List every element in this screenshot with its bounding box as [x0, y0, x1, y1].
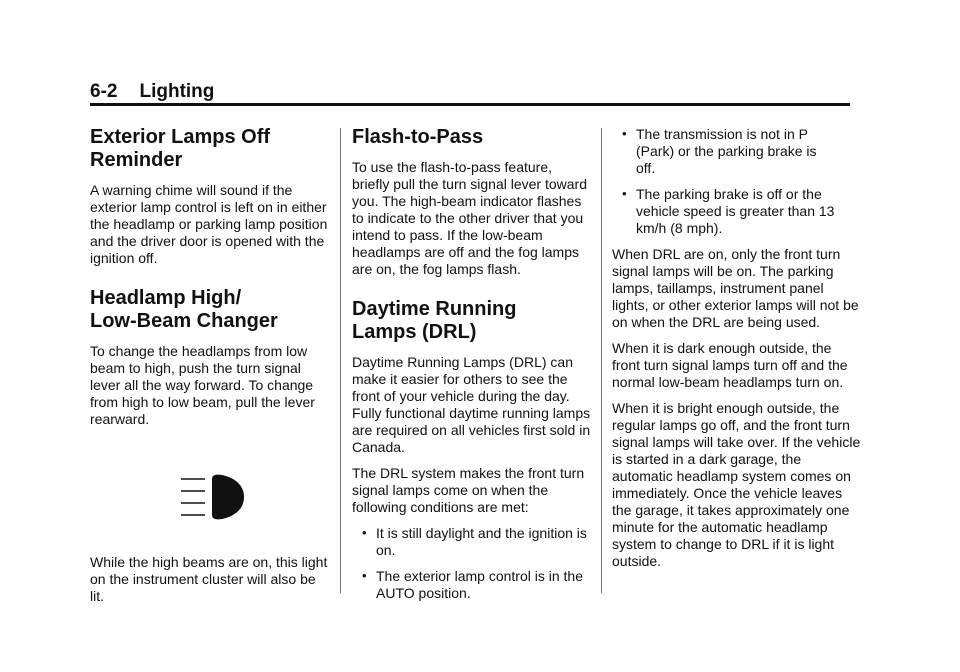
high-beam-icon	[178, 474, 258, 524]
paragraph-changer: To change the headlamps from low beam to high, push the turn signal lever all the way forward. To change from high to low beam, pull the lever rearward.	[90, 343, 315, 427]
column-1	[90, 126, 330, 614]
heading-exterior-lamps-off-reminder: Exterior Lamps Off Reminder	[90, 126, 271, 171]
paragraph-drl-intro: Daytime Running Lamps (DRL) can make it easier for others to see the front of your vehicle during the day. Fully functional daytime running lamps are required on all vehicles first sold in Canada.	[352, 354, 591, 455]
paragraph-drl-conditions: The DRL system makes the front turn signal lamps come on when the following conditions are met:	[352, 465, 585, 515]
paragraph-flash-to-pass: To use the flash-to-pass feature, briefly pull the turn signal lever toward you. The high-beam indicator flashes to indicate to the other driver that you intend to pass. If the low-beam headlamps are off and the fog lamps are on, the fog lamps flash.	[352, 159, 588, 277]
header-rule	[90, 103, 850, 106]
section-title: Lighting	[139, 81, 215, 102]
figure-high-beam	[90, 452, 330, 554]
page-number: 6-2	[90, 81, 118, 102]
paragraph-reminder: A warning chime will sound if the exterior lamp control is left on in either the headlamp or parking lamp position and the driver door is opened with the ignition off.	[90, 182, 328, 266]
bullet-item: • The transmission is not in P (Park) or the parking brake is off.	[612, 126, 836, 177]
heading-flash-to-pass: Flash-to-Pass	[352, 126, 484, 148]
paragraph-bright-outside: When it is bright enough outside, the regular lamps go off, and the front turn signal lamps will take over. If the vehicle is started in a dark garage, the automatic headlamp system comes on immediately. Once the vehicle leaves the garage, it takes approximately one minute for the automatic headlamp system to change to DRL if it is light outside.	[612, 400, 861, 569]
paragraph-dark-outside: When it is dark enough outside, the front turn signal lamps turn off and the normal low-beam headlamps turn on.	[612, 340, 848, 390]
column-divider-2	[601, 128, 602, 593]
heading-drl: Daytime Running Lamps (DRL)	[352, 298, 517, 343]
paragraph-drl-on: When DRL are on, only the front turn signal lamps will be on. The parking lamps, taillamps, instrument panel lights, or other exterior lamps will not be on when the DRL are being used.	[612, 246, 859, 330]
bullet-item: • The exterior lamp control is in the AUTO position.	[352, 568, 592, 602]
column-2	[352, 126, 592, 611]
heading-headlamp-changer: Headlamp High/ Low-Beam Changer	[90, 287, 278, 332]
column-3	[612, 126, 862, 579]
paragraph-high-beam-light: While the high beams are on, this light on the instrument cluster will also be lit.	[90, 554, 328, 604]
column-divider-1	[340, 128, 341, 593]
bullet-item: • It is still daylight and the ignition is on.	[352, 525, 592, 559]
page-header	[90, 80, 850, 104]
bullet-item: • The parking brake is off or the vehicle speed is greater than 13 km/h (8 mph).	[612, 186, 846, 237]
